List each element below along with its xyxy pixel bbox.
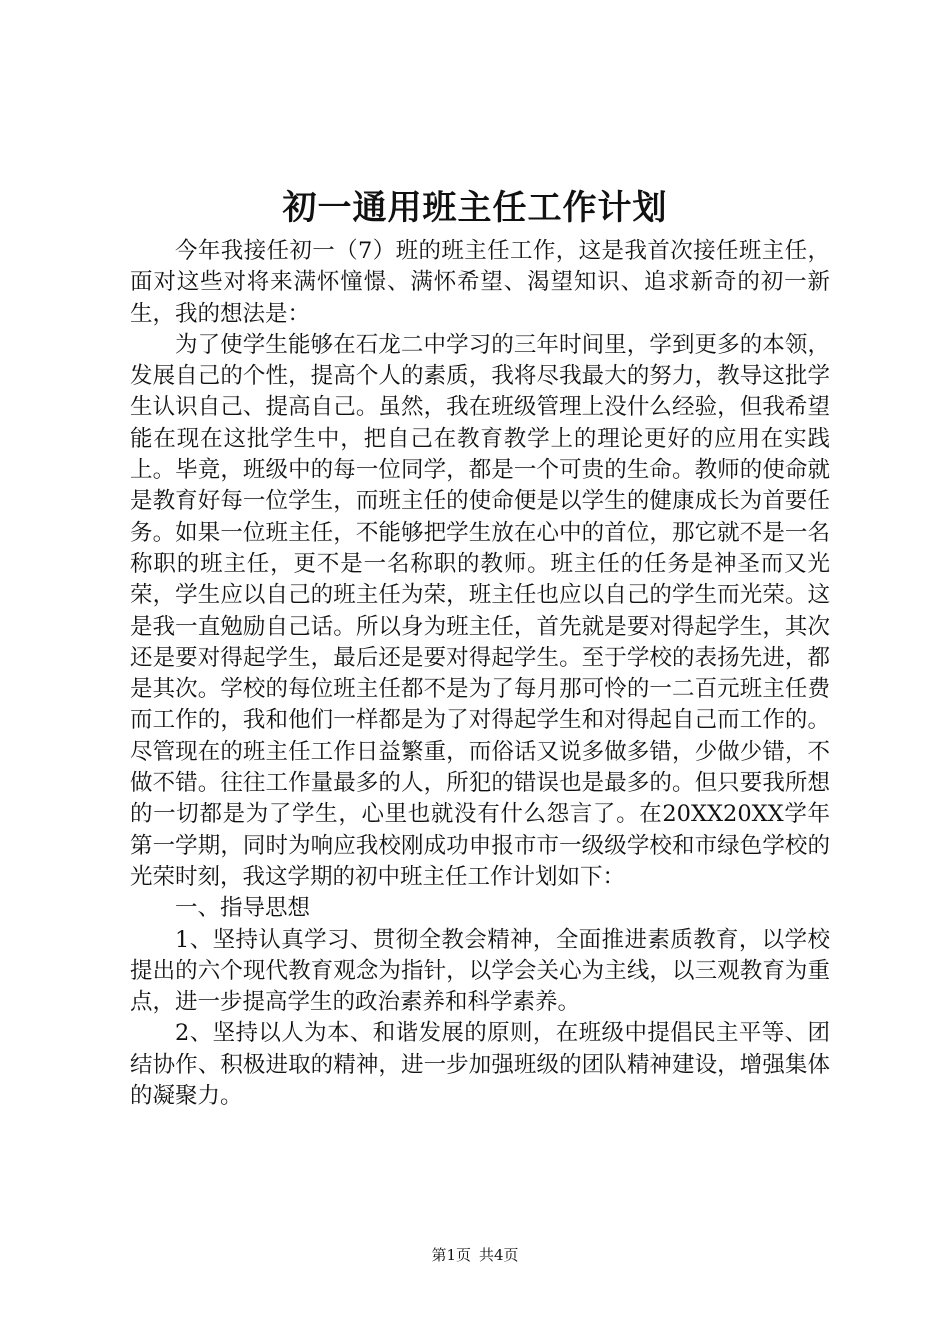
document-body — [130, 236, 830, 1112]
page-number-total: 共4页 — [479, 1246, 519, 1264]
page-footer — [0, 1245, 950, 1265]
paragraph: 2、坚持以人为本、和谐发展的原则，在班级中提倡民主平等、团结协作、积极进取的精神，进一步加强班级的团队精神建设，增强集体的凝聚力。 — [130, 1020, 830, 1110]
paragraph: 为了使学生能够在石龙二中学习的三年时间里，学到更多的本领，发展自己的个性，提高个人的素质，我将尽我最大的努力，教导这批学生认识自己、提高自己。虽然，我在班级管理上没什么经验，但我希望能在现在这批学生中，把自己在教育教学上的理论更好的应用在实践上。毕竟，班级中的每一位同学，都是一个可贵的生命。教师的使命就是教育好每一位学生，而班主任的使命便是以学生的健康成长为首要任务。如果一位班主任，不能够把学生放在心中的首位，那它就不是一名称职的班主任，更不是一名称职的教师。班主任的任务是神圣而又光荣，学生应以自己的班主任为荣，班主任也应以自己的学生而光荣。这是我一直勉励自己话。所以身为班主任，首先就是要对得起学生，其次还是要对得起学生，最后还是要对得起学生。至于学校的表扬先进，都是其次。学校的每位班主任都不是为了每月那可怜的一二百元班主任费而工作的，我和他们一样都是为了对得起学生和对得起自己而工作的。尽管现在的班主任工作日益繁重，而俗话又说多做多错，少做少错，不做不错。往往工作量最多的人，所犯的错误也是最多的。但只要我所想的一切都是为了学生，心里也就没有什么怨言了。在20XX20XX学年第一学期，同时为响应我校刚成功申报市市一级级学校和市绿色学校的光荣时刻，我这学期的初中班主任工作计划如下： — [130, 331, 830, 890]
paragraph: 今年我接任初一（7）班的班主任工作，这是我首次接任班主任，面对这些对将来满怀憧憬、满怀希望、渴望知识、追求新奇的初一新生，我的想法是： — [130, 238, 830, 327]
document-title: 初一通用班主任工作计划 — [282, 188, 668, 228]
page-number-current: 第1页 — [431, 1246, 471, 1264]
section-heading: 一、指导思想 — [175, 895, 311, 922]
paragraph: 1、坚持认真学习、贯彻全教会精神，全面推进素质教育，以学校提出的六个现代教育观念为指针，以学会关心为主线，以三观教育为重点，进一步提高学生的政治素养和科学素养。 — [130, 926, 830, 1016]
